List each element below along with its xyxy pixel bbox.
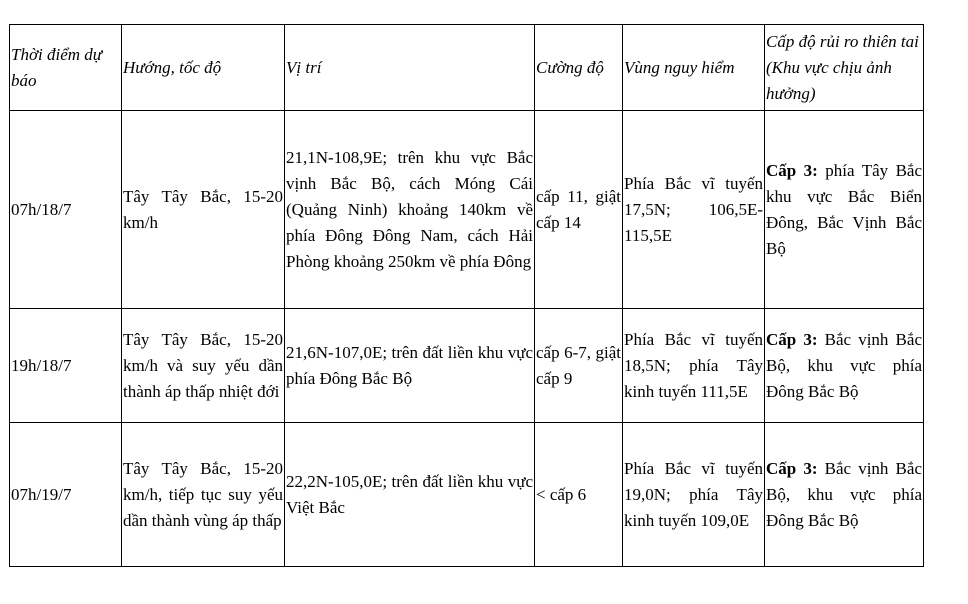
table-row bbox=[10, 309, 924, 423]
header-position: Vị trí bbox=[285, 25, 535, 111]
table-header-row bbox=[10, 25, 924, 111]
forecast-table bbox=[9, 24, 924, 567]
cell-position: 22,2N-105,0E; trên đất liền khu vực Việt Bắc bbox=[285, 423, 535, 567]
header-intensity: Cường độ bbox=[535, 25, 623, 111]
header-forecast-time: Thời điểm dự báo bbox=[10, 25, 122, 111]
cell-direction: Tây Tây Bắc, 15-20 km/h bbox=[122, 111, 285, 309]
cell-time: 07h/19/7 bbox=[10, 423, 122, 567]
cell-intensity: < cấp 6 bbox=[535, 423, 623, 567]
header-direction-speed: Hướng, tốc độ bbox=[122, 25, 285, 111]
cell-risk bbox=[765, 423, 924, 567]
cell-direction: Tây Tây Bắc, 15-20 km/h, tiếp tục suy yếu dần thành vùng áp thấp bbox=[122, 423, 285, 567]
cell-danger-zone: Phía Bắc vĩ tuyến 17,5N; 106,5E-115,5E bbox=[623, 111, 765, 309]
header-risk-level: Cấp độ rủi ro thiên tai (Khu vực chịu ảnh hưởng) bbox=[765, 25, 924, 111]
cell-danger-zone: Phía Bắc vĩ tuyến 19,0N; phía Tây kinh tuyến 109,0E bbox=[623, 423, 765, 567]
table-row bbox=[10, 423, 924, 567]
risk-level-label: Cấp 3: bbox=[766, 458, 818, 478]
cell-time: 19h/18/7 bbox=[10, 309, 122, 423]
risk-area-text: phía Tây Bắc khu vực Bắc Biển Đông, Bắc Vịnh Bắc Bộ bbox=[766, 160, 923, 258]
header-danger-zone: Vùng nguy hiểm bbox=[623, 25, 765, 111]
cell-risk bbox=[765, 111, 924, 309]
table-row bbox=[10, 111, 924, 309]
risk-area-text: Bắc vịnh Bắc Bộ, khu vực phía Đông Bắc Bộ bbox=[766, 458, 922, 530]
cell-intensity: cấp 6-7, giật cấp 9 bbox=[535, 309, 623, 423]
risk-area-text: Bắc vịnh Bắc Bộ, khu vực phía Đông Bắc Bộ bbox=[766, 329, 922, 401]
cell-time: 07h/18/7 bbox=[10, 111, 122, 309]
risk-level-label: Cấp 3: bbox=[766, 160, 818, 180]
cell-direction: Tây Tây Bắc, 15-20 km/h và suy yếu dần thành áp thấp nhiệt đới bbox=[122, 309, 285, 423]
cell-intensity: cấp 11, giật cấp 14 bbox=[535, 111, 623, 309]
cell-danger-zone: Phía Bắc vĩ tuyến 18,5N; phía Tây kinh tuyến 111,5E bbox=[623, 309, 765, 423]
cell-position: 21,6N-107,0E; trên đất liền khu vực phía Đông Bắc Bộ bbox=[285, 309, 535, 423]
cell-position: 21,1N-108,9E; trên khu vực Bắc vịnh Bắc Bộ, cách Móng Cái (Quảng Ninh) khoảng 140km về phía Đông Đông Nam, cách Hải Phòng khoảng 250km về phía Đông bbox=[285, 111, 535, 309]
risk-level-label: Cấp 3: bbox=[766, 329, 818, 349]
cell-risk bbox=[765, 309, 924, 423]
